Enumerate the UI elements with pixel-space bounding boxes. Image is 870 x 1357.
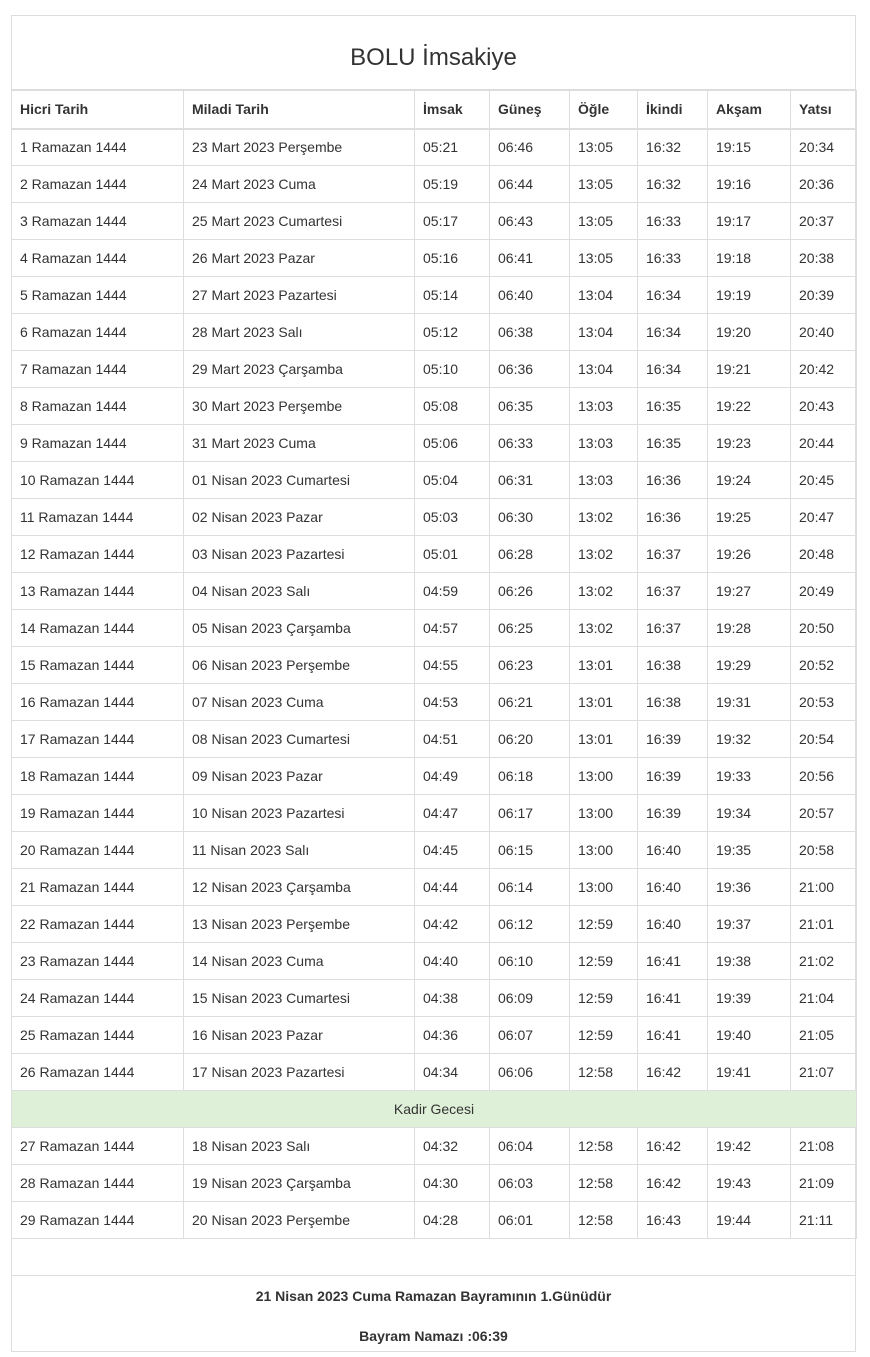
cell-aksam: 19:19 — [708, 277, 791, 314]
cell-miladi-tarih: 26 Mart 2023 Pazar — [184, 240, 415, 277]
cell-ikindi: 16:34 — [638, 351, 708, 388]
cell-yatsi: 20:56 — [791, 758, 857, 795]
cell-aksam: 19:27 — [708, 573, 791, 610]
cell-gunes: 06:18 — [490, 758, 570, 795]
cell-miladi-tarih: 05 Nisan 2023 Çarşamba — [184, 610, 415, 647]
table-row — [12, 758, 857, 795]
cell-ogle: 13:02 — [570, 610, 638, 647]
cell-ikindi: 16:37 — [638, 536, 708, 573]
cell-miladi-tarih: 31 Mart 2023 Cuma — [184, 425, 415, 462]
cell-ikindi: 16:42 — [638, 1165, 708, 1202]
cell-yatsi: 20:50 — [791, 610, 857, 647]
cell-ogle: 12:59 — [570, 943, 638, 980]
cell-miladi-tarih: 01 Nisan 2023 Cumartesi — [184, 462, 415, 499]
cell-imsak: 04:30 — [415, 1165, 490, 1202]
cell-hicri-tarih: 14 Ramazan 1444 — [12, 610, 184, 647]
cell-miladi-tarih: 20 Nisan 2023 Perşembe — [184, 1202, 415, 1239]
cell-miladi-tarih: 04 Nisan 2023 Salı — [184, 573, 415, 610]
cell-gunes: 06:46 — [490, 129, 570, 166]
imsakiye-table — [11, 90, 857, 1239]
cell-gunes: 06:25 — [490, 610, 570, 647]
cell-aksam: 19:43 — [708, 1165, 791, 1202]
cell-gunes: 06:35 — [490, 388, 570, 425]
cell-aksam: 19:34 — [708, 795, 791, 832]
cell-aksam: 19:29 — [708, 647, 791, 684]
cell-hicri-tarih: 21 Ramazan 1444 — [12, 869, 184, 906]
cell-hicri-tarih: 4 Ramazan 1444 — [12, 240, 184, 277]
cell-yatsi: 20:49 — [791, 573, 857, 610]
cell-miladi-tarih: 29 Mart 2023 Çarşamba — [184, 351, 415, 388]
cell-imsak: 05:12 — [415, 314, 490, 351]
cell-ogle: 13:04 — [570, 314, 638, 351]
cell-ikindi: 16:37 — [638, 610, 708, 647]
cell-yatsi: 20:36 — [791, 166, 857, 203]
cell-ogle: 13:05 — [570, 166, 638, 203]
cell-gunes: 06:07 — [490, 1017, 570, 1054]
cell-imsak: 05:06 — [415, 425, 490, 462]
cell-yatsi: 20:58 — [791, 832, 857, 869]
cell-imsak: 04:55 — [415, 647, 490, 684]
table-row — [12, 314, 857, 351]
cell-ikindi: 16:33 — [638, 240, 708, 277]
cell-miladi-tarih: 02 Nisan 2023 Pazar — [184, 499, 415, 536]
cell-yatsi: 20:54 — [791, 721, 857, 758]
cell-imsak: 04:45 — [415, 832, 490, 869]
cell-imsak: 04:47 — [415, 795, 490, 832]
cell-imsak: 05:19 — [415, 166, 490, 203]
cell-imsak: 04:57 — [415, 610, 490, 647]
cell-aksam: 19:21 — [708, 351, 791, 388]
table-row — [12, 1202, 857, 1239]
table-row — [12, 1017, 857, 1054]
cell-hicri-tarih: 17 Ramazan 1444 — [12, 721, 184, 758]
table-row — [12, 573, 857, 610]
cell-miladi-tarih: 23 Mart 2023 Perşembe — [184, 129, 415, 166]
cell-yatsi: 20:39 — [791, 277, 857, 314]
cell-imsak: 04:36 — [415, 1017, 490, 1054]
table-row — [12, 943, 857, 980]
cell-gunes: 06:36 — [490, 351, 570, 388]
table-row — [12, 795, 857, 832]
bayram-namazi: Bayram Namazı :06:39 — [359, 1328, 508, 1344]
table-row — [12, 351, 857, 388]
cell-yatsi: 20:53 — [791, 684, 857, 721]
cell-ikindi: 16:40 — [638, 906, 708, 943]
cell-aksam: 19:17 — [708, 203, 791, 240]
cell-ikindi: 16:39 — [638, 758, 708, 795]
cell-ogle: 12:59 — [570, 906, 638, 943]
cell-gunes: 06:41 — [490, 240, 570, 277]
cell-imsak: 04:42 — [415, 906, 490, 943]
cell-yatsi: 20:42 — [791, 351, 857, 388]
table-row — [12, 462, 857, 499]
column-header-miladi-tarih: Miladi Tarih — [184, 91, 415, 129]
column-header-ogle: Öğle — [570, 91, 638, 129]
cell-imsak: 05:04 — [415, 462, 490, 499]
cell-ogle: 13:02 — [570, 573, 638, 610]
cell-imsak: 05:16 — [415, 240, 490, 277]
cell-imsak: 04:59 — [415, 573, 490, 610]
table-row — [12, 425, 857, 462]
cell-hicri-tarih: 24 Ramazan 1444 — [12, 980, 184, 1017]
cell-yatsi: 21:05 — [791, 1017, 857, 1054]
cell-ogle: 13:05 — [570, 129, 638, 166]
cell-aksam: 19:36 — [708, 869, 791, 906]
cell-yatsi: 20:45 — [791, 462, 857, 499]
cell-gunes: 06:33 — [490, 425, 570, 462]
cell-aksam: 19:37 — [708, 906, 791, 943]
cell-gunes: 06:10 — [490, 943, 570, 980]
cell-miladi-tarih: 16 Nisan 2023 Pazar — [184, 1017, 415, 1054]
page-title: BOLU İmsakiye — [12, 16, 855, 90]
cell-ikindi: 16:42 — [638, 1128, 708, 1165]
cell-gunes: 06:09 — [490, 980, 570, 1017]
cell-yatsi: 20:37 — [791, 203, 857, 240]
table-row — [12, 869, 857, 906]
table-row — [12, 1054, 857, 1091]
cell-hicri-tarih: 12 Ramazan 1444 — [12, 536, 184, 573]
cell-imsak: 05:10 — [415, 351, 490, 388]
cell-aksam: 19:18 — [708, 240, 791, 277]
cell-miladi-tarih: 17 Nisan 2023 Pazartesi — [184, 1054, 415, 1091]
cell-yatsi: 21:00 — [791, 869, 857, 906]
cell-hicri-tarih: 29 Ramazan 1444 — [12, 1202, 184, 1239]
spacer — [12, 1239, 855, 1276]
cell-hicri-tarih: 7 Ramazan 1444 — [12, 351, 184, 388]
cell-aksam: 19:35 — [708, 832, 791, 869]
cell-gunes: 06:28 — [490, 536, 570, 573]
cell-hicri-tarih: 16 Ramazan 1444 — [12, 684, 184, 721]
cell-imsak: 05:17 — [415, 203, 490, 240]
cell-miladi-tarih: 30 Mart 2023 Perşembe — [184, 388, 415, 425]
cell-miladi-tarih: 10 Nisan 2023 Pazartesi — [184, 795, 415, 832]
cell-aksam: 19:33 — [708, 758, 791, 795]
cell-hicri-tarih: 28 Ramazan 1444 — [12, 1165, 184, 1202]
cell-yatsi: 21:04 — [791, 980, 857, 1017]
imsakiye-panel — [11, 15, 856, 1352]
cell-aksam: 19:16 — [708, 166, 791, 203]
cell-imsak: 05:21 — [415, 129, 490, 166]
cell-yatsi: 20:38 — [791, 240, 857, 277]
cell-gunes: 06:14 — [490, 869, 570, 906]
cell-imsak: 05:08 — [415, 388, 490, 425]
cell-aksam: 19:28 — [708, 610, 791, 647]
cell-miladi-tarih: 28 Mart 2023 Salı — [184, 314, 415, 351]
table-row — [12, 277, 857, 314]
cell-aksam: 19:20 — [708, 314, 791, 351]
cell-hicri-tarih: 8 Ramazan 1444 — [12, 388, 184, 425]
cell-gunes: 06:43 — [490, 203, 570, 240]
cell-ogle: 13:02 — [570, 536, 638, 573]
cell-ikindi: 16:38 — [638, 684, 708, 721]
cell-miladi-tarih: 13 Nisan 2023 Perşembe — [184, 906, 415, 943]
cell-miladi-tarih: 07 Nisan 2023 Cuma — [184, 684, 415, 721]
cell-ikindi: 16:36 — [638, 499, 708, 536]
cell-miladi-tarih: 19 Nisan 2023 Çarşamba — [184, 1165, 415, 1202]
cell-imsak: 04:32 — [415, 1128, 490, 1165]
cell-hicri-tarih: 26 Ramazan 1444 — [12, 1054, 184, 1091]
cell-gunes: 06:17 — [490, 795, 570, 832]
table-row — [12, 980, 857, 1017]
table-row — [12, 129, 857, 166]
table-row — [12, 832, 857, 869]
cell-gunes: 06:04 — [490, 1128, 570, 1165]
cell-hicri-tarih: 15 Ramazan 1444 — [12, 647, 184, 684]
cell-aksam: 19:40 — [708, 1017, 791, 1054]
cell-ikindi: 16:41 — [638, 1017, 708, 1054]
cell-ikindi: 16:38 — [638, 647, 708, 684]
cell-aksam: 19:24 — [708, 462, 791, 499]
table-row — [12, 906, 857, 943]
cell-ogle: 13:03 — [570, 425, 638, 462]
cell-imsak: 04:38 — [415, 980, 490, 1017]
cell-miladi-tarih: 03 Nisan 2023 Pazartesi — [184, 536, 415, 573]
cell-gunes: 06:06 — [490, 1054, 570, 1091]
cell-miladi-tarih: 09 Nisan 2023 Pazar — [184, 758, 415, 795]
cell-aksam: 19:22 — [708, 388, 791, 425]
cell-imsak: 04:34 — [415, 1054, 490, 1091]
cell-aksam: 19:15 — [708, 129, 791, 166]
cell-ogle: 13:00 — [570, 869, 638, 906]
cell-aksam: 19:32 — [708, 721, 791, 758]
bayram-info: 21 Nisan 2023 Cuma Ramazan Bayramının 1.Günüdür — [255, 1288, 612, 1304]
cell-hicri-tarih: 2 Ramazan 1444 — [12, 166, 184, 203]
cell-miladi-tarih: 08 Nisan 2023 Cumartesi — [184, 721, 415, 758]
cell-ikindi: 16:35 — [638, 425, 708, 462]
cell-miladi-tarih: 06 Nisan 2023 Perşembe — [184, 647, 415, 684]
column-header-ikindi: İkindi — [638, 91, 708, 129]
cell-imsak: 04:51 — [415, 721, 490, 758]
cell-ikindi: 16:34 — [638, 314, 708, 351]
cell-ikindi: 16:42 — [638, 1054, 708, 1091]
table-row — [12, 388, 857, 425]
table-row — [12, 1165, 857, 1202]
cell-gunes: 06:03 — [490, 1165, 570, 1202]
cell-gunes: 06:31 — [490, 462, 570, 499]
table-row — [12, 610, 857, 647]
cell-aksam: 19:41 — [708, 1054, 791, 1091]
cell-gunes: 06:26 — [490, 573, 570, 610]
cell-yatsi: 21:02 — [791, 943, 857, 980]
cell-ogle: 13:00 — [570, 758, 638, 795]
cell-hicri-tarih: 23 Ramazan 1444 — [12, 943, 184, 980]
cell-miladi-tarih: 14 Nisan 2023 Cuma — [184, 943, 415, 980]
column-header-gunes: Güneş — [490, 91, 570, 129]
cell-ogle: 12:58 — [570, 1202, 638, 1239]
cell-hicri-tarih: 13 Ramazan 1444 — [12, 573, 184, 610]
cell-ikindi: 16:32 — [638, 166, 708, 203]
table-row — [12, 166, 857, 203]
cell-ikindi: 16:34 — [638, 277, 708, 314]
cell-ogle: 13:01 — [570, 684, 638, 721]
cell-gunes: 06:12 — [490, 906, 570, 943]
cell-aksam: 19:31 — [708, 684, 791, 721]
cell-ikindi: 16:36 — [638, 462, 708, 499]
cell-miladi-tarih: 11 Nisan 2023 Salı — [184, 832, 415, 869]
kadir-gecesi-label: Kadir Gecesi — [12, 1091, 857, 1128]
cell-miladi-tarih: 18 Nisan 2023 Salı — [184, 1128, 415, 1165]
cell-gunes: 06:15 — [490, 832, 570, 869]
cell-ogle: 12:59 — [570, 1017, 638, 1054]
cell-yatsi: 21:01 — [791, 906, 857, 943]
table-row — [12, 647, 857, 684]
cell-yatsi: 20:52 — [791, 647, 857, 684]
cell-ikindi: 16:40 — [638, 869, 708, 906]
cell-imsak: 05:01 — [415, 536, 490, 573]
cell-hicri-tarih: 19 Ramazan 1444 — [12, 795, 184, 832]
cell-hicri-tarih: 20 Ramazan 1444 — [12, 832, 184, 869]
cell-ikindi: 16:41 — [638, 943, 708, 980]
cell-ogle: 13:00 — [570, 795, 638, 832]
cell-ikindi: 16:32 — [638, 129, 708, 166]
table-row — [12, 721, 857, 758]
cell-aksam: 19:38 — [708, 943, 791, 980]
cell-gunes: 06:23 — [490, 647, 570, 684]
table-header-row — [12, 91, 857, 129]
cell-gunes: 06:44 — [490, 166, 570, 203]
cell-yatsi: 20:34 — [791, 129, 857, 166]
cell-hicri-tarih: 3 Ramazan 1444 — [12, 203, 184, 240]
cell-ikindi: 16:35 — [638, 388, 708, 425]
cell-miladi-tarih: 15 Nisan 2023 Cumartesi — [184, 980, 415, 1017]
cell-ikindi: 16:33 — [638, 203, 708, 240]
cell-ogle: 13:03 — [570, 388, 638, 425]
cell-ogle: 13:01 — [570, 721, 638, 758]
cell-ikindi: 16:39 — [638, 795, 708, 832]
cell-yatsi: 20:43 — [791, 388, 857, 425]
cell-hicri-tarih: 6 Ramazan 1444 — [12, 314, 184, 351]
cell-ogle: 12:58 — [570, 1165, 638, 1202]
cell-yatsi: 21:07 — [791, 1054, 857, 1091]
cell-gunes: 06:30 — [490, 499, 570, 536]
cell-ikindi: 16:37 — [638, 573, 708, 610]
cell-aksam: 19:39 — [708, 980, 791, 1017]
cell-hicri-tarih: 1 Ramazan 1444 — [12, 129, 184, 166]
cell-imsak: 05:03 — [415, 499, 490, 536]
cell-hicri-tarih: 25 Ramazan 1444 — [12, 1017, 184, 1054]
cell-ogle: 12:58 — [570, 1128, 638, 1165]
cell-imsak: 05:14 — [415, 277, 490, 314]
cell-yatsi: 20:57 — [791, 795, 857, 832]
cell-yatsi: 20:44 — [791, 425, 857, 462]
cell-miladi-tarih: 25 Mart 2023 Cumartesi — [184, 203, 415, 240]
cell-hicri-tarih: 10 Ramazan 1444 — [12, 462, 184, 499]
table-row — [12, 499, 857, 536]
cell-hicri-tarih: 9 Ramazan 1444 — [12, 425, 184, 462]
cell-yatsi: 21:09 — [791, 1165, 857, 1202]
cell-gunes: 06:40 — [490, 277, 570, 314]
cell-aksam: 19:26 — [708, 536, 791, 573]
cell-ikindi: 16:40 — [638, 832, 708, 869]
cell-imsak: 04:49 — [415, 758, 490, 795]
cell-ikindi: 16:43 — [638, 1202, 708, 1239]
cell-ogle: 12:59 — [570, 980, 638, 1017]
cell-miladi-tarih: 24 Mart 2023 Cuma — [184, 166, 415, 203]
cell-imsak: 04:44 — [415, 869, 490, 906]
table-row — [12, 684, 857, 721]
cell-imsak: 04:40 — [415, 943, 490, 980]
cell-hicri-tarih: 27 Ramazan 1444 — [12, 1128, 184, 1165]
cell-yatsi: 21:11 — [791, 1202, 857, 1239]
cell-yatsi: 20:48 — [791, 536, 857, 573]
column-header-yatsi: Yatsı — [791, 91, 857, 129]
kadir-gecesi-row — [12, 1091, 857, 1128]
column-header-aksam: Akşam — [708, 91, 791, 129]
cell-miladi-tarih: 27 Mart 2023 Pazartesi — [184, 277, 415, 314]
cell-gunes: 06:38 — [490, 314, 570, 351]
cell-gunes: 06:20 — [490, 721, 570, 758]
cell-aksam: 19:25 — [708, 499, 791, 536]
cell-ogle: 13:03 — [570, 462, 638, 499]
cell-yatsi: 21:08 — [791, 1128, 857, 1165]
column-header-imsak: İmsak — [415, 91, 490, 129]
cell-hicri-tarih: 18 Ramazan 1444 — [12, 758, 184, 795]
cell-ogle: 13:05 — [570, 240, 638, 277]
cell-yatsi: 20:47 — [791, 499, 857, 536]
column-header-hicri-tarih: Hicri Tarih — [12, 91, 184, 129]
cell-aksam: 19:44 — [708, 1202, 791, 1239]
table-row — [12, 1128, 857, 1165]
table-row — [12, 240, 857, 277]
cell-ikindi: 16:41 — [638, 980, 708, 1017]
cell-hicri-tarih: 5 Ramazan 1444 — [12, 277, 184, 314]
cell-aksam: 19:23 — [708, 425, 791, 462]
table-row — [12, 536, 857, 573]
cell-hicri-tarih: 11 Ramazan 1444 — [12, 499, 184, 536]
cell-ogle: 13:04 — [570, 351, 638, 388]
cell-ogle: 13:01 — [570, 647, 638, 684]
cell-hicri-tarih: 22 Ramazan 1444 — [12, 906, 184, 943]
cell-ogle: 12:58 — [570, 1054, 638, 1091]
cell-gunes: 06:21 — [490, 684, 570, 721]
table-row — [12, 203, 857, 240]
cell-ikindi: 16:39 — [638, 721, 708, 758]
cell-ogle: 13:02 — [570, 499, 638, 536]
cell-gunes: 06:01 — [490, 1202, 570, 1239]
cell-imsak: 04:53 — [415, 684, 490, 721]
cell-imsak: 04:28 — [415, 1202, 490, 1239]
cell-aksam: 19:42 — [708, 1128, 791, 1165]
cell-ogle: 13:04 — [570, 277, 638, 314]
cell-ogle: 13:00 — [570, 832, 638, 869]
cell-ogle: 13:05 — [570, 203, 638, 240]
cell-yatsi: 20:40 — [791, 314, 857, 351]
cell-miladi-tarih: 12 Nisan 2023 Çarşamba — [184, 869, 415, 906]
footer — [12, 1276, 855, 1356]
